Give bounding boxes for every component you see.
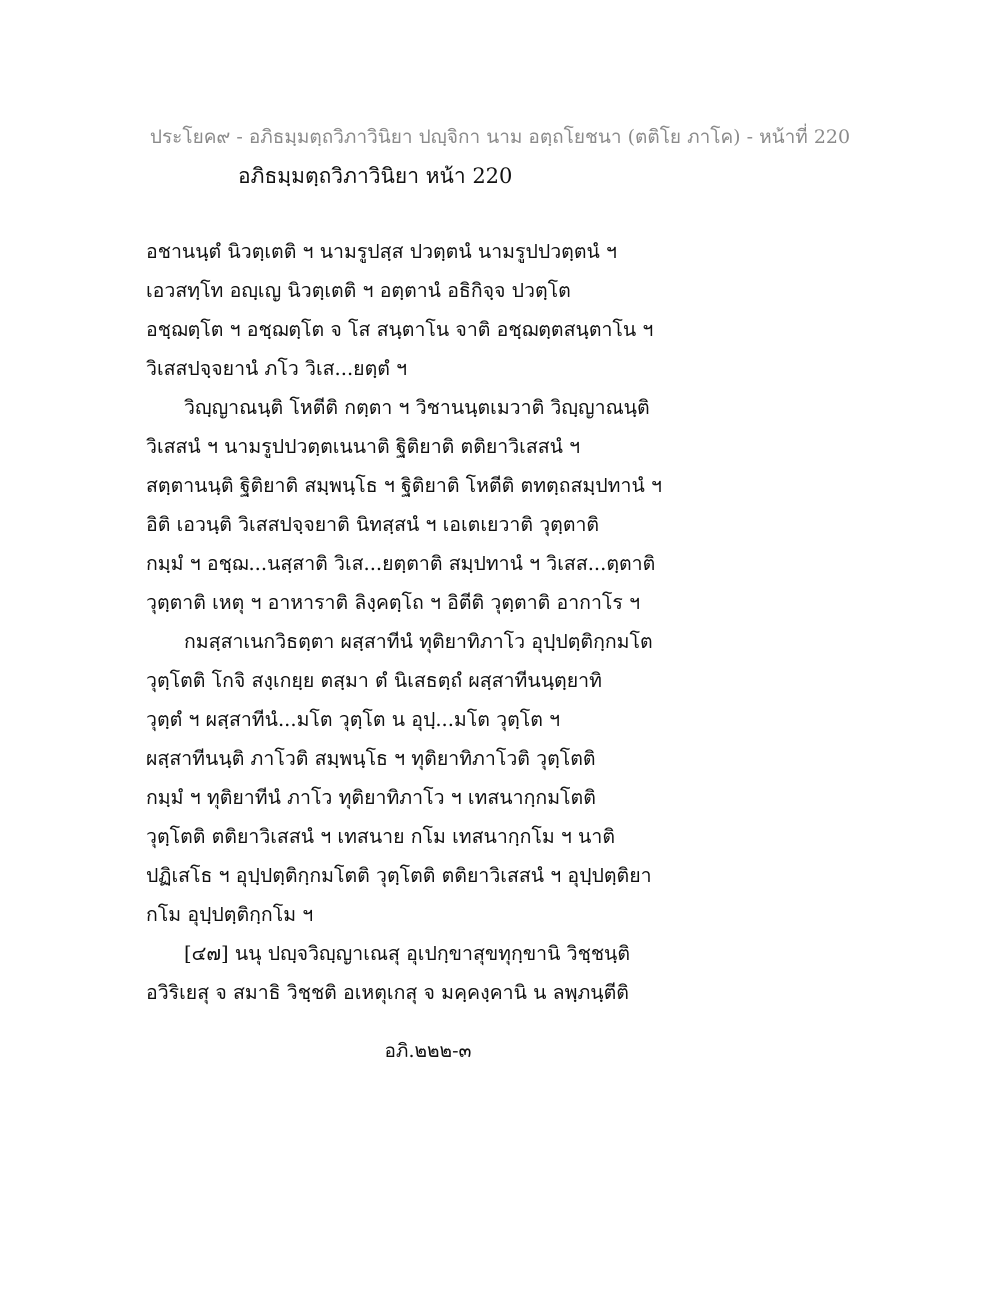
text-line: เอวสทฺโท อญฺเญ นิวตฺเตติ ฯ อตฺตานํ อธิกิจฺจ ปวตฺโต xyxy=(146,279,571,302)
text-line: วุตฺโตติ โกจิ สงฺเกยฺย ตสฺมา ตํ นิเสธตฺถํ ผสฺสาทีนนฺตฺยาทิ xyxy=(146,669,602,692)
text-line: กมฺมํ ฯ อชฺฌ...นสฺสาติ วิเส...ยตฺตาติ สมฺปทานํ ฯ วิเสส...ตฺตาติ xyxy=(146,552,656,575)
text-line: วุตฺตาติ เหตุ ฯ อาหาราติ ลิงฺคตฺโถ ฯ อิตีติ วุตฺตาติ อากาโร ฯ xyxy=(146,591,641,614)
text-line: ปฏิเสโธ ฯ อุปฺปตฺติกฺกมโตติ วุตฺโตติ ตติยาวิเสสนํ ฯ อุปฺปตฺติยา xyxy=(146,864,652,887)
text-line: ผสฺสาทีนนฺติ ภาโวติ สมฺพนฺโธ ฯ ทุติยาทิภาโวติ วุตฺโตติ xyxy=(146,747,596,770)
text-line: วิญฺญาณนฺติ โหตีติ กตฺตา ฯ วิชานนฺตเมวาติ วิญฺญาณนฺติ xyxy=(184,396,650,419)
text-line: [๔๗] นนุ ปญฺจวิญฺญาเณสุ อุเปกฺขาสุขทุกฺขานิ วิชฺชนฺติ xyxy=(184,942,631,965)
text-line: วิเสสนํ ฯ นามรูปปวตฺตเนนาติ ฐิติยาติ ตติยาวิเสสนํ ฯ xyxy=(146,435,581,458)
body-text xyxy=(146,232,866,1012)
page-reference: อภิ.๒๒๒-๓ xyxy=(384,1040,472,1062)
text-line: อิติ เอวนฺติ วิเสสปจฺจยาติ นิทสฺสนํ ฯ เอเตเยวาติ วุตฺตาติ xyxy=(146,513,600,536)
text-line: วุตฺตํ ฯ ผสฺสาทีนํ...มโต วุตฺโต น อุปฺ...มโต วุตฺโต ฯ xyxy=(146,708,561,731)
text-line: อชานนฺตํ นิวตฺเตติ ฯ นามรูปสฺส ปวตฺตนํ นามรูปปวตฺตนํ ฯ xyxy=(146,240,617,263)
text-line: อวิริเยสุ จ สมาธิ วิชฺชติ อเหตุเกสุ จ มคฺคงฺคานิ น ลพฺภนฺตีติ xyxy=(146,981,629,1004)
text-line: วิเสสปจฺจยานํ ภโว วิเส...ยตฺตํ ฯ xyxy=(146,357,408,380)
text-line: กมฺมํ ฯ ทุติยาทีนํ ภาโว ทุติยาทิภาโว ฯ เทสนากฺกมโตติ xyxy=(146,786,596,809)
text-line: อชฺฌตฺโต ฯ อชฺฌตฺโต จ โส สนฺตาโน จาติ อชฺฌตฺตสนฺตาโน ฯ xyxy=(146,318,654,341)
text-line: วุตฺโตติ ตติยาวิเสสนํ ฯ เทสนาย กโม เทสนากฺกโม ฯ นาติ xyxy=(146,825,615,848)
page-title: อภิธมฺมตฺถวิภาวินิยา หน้า 220 xyxy=(238,164,513,188)
text-line: สตฺตานนฺติ ฐิติยาติ สมฺพนฺโธ ฯ ฐิติยาติ โหตีติ ตทตฺถสมฺปทานํ ฯ xyxy=(146,474,662,497)
text-line: กมสฺสาเนกวิธตฺตา ผสฺสาทีนํ ทุติยาทิภาโว อุปฺปตฺติกฺกมโต xyxy=(184,630,653,653)
running-header: ประโยค๙ - อภิธมฺมตฺถวิภาวินิยา ปญฺจิกา นาม อตฺถโยชนา (ตติโย ภาโค) - หน้าที่ 220 xyxy=(149,126,851,148)
text-line: กโม อุปฺปตฺติกฺกโม ฯ xyxy=(146,903,314,926)
